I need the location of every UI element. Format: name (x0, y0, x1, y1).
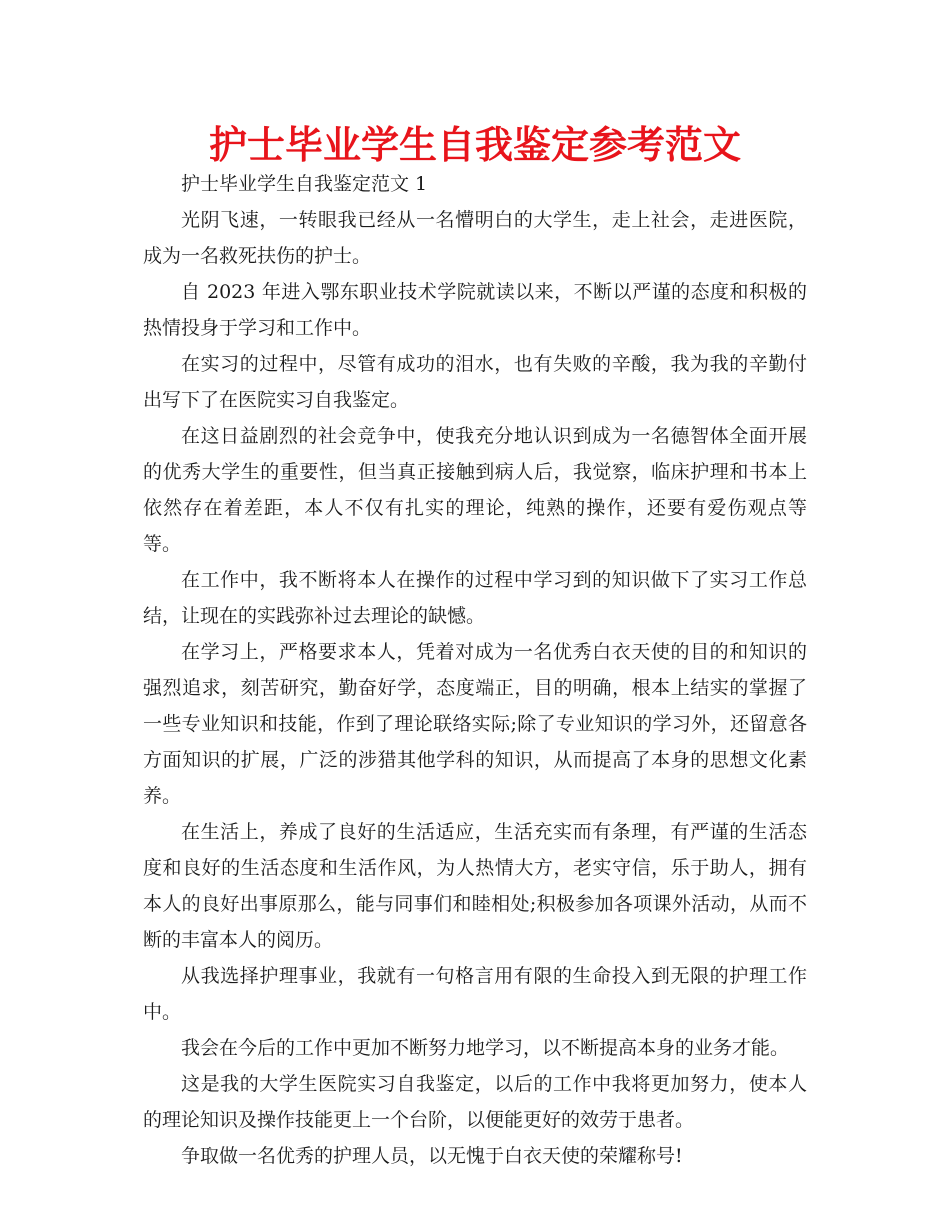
paragraph: 这是我的大学生医院实习自我鉴定，以后的工作中我将更加努力，使本人的理论知识及操作技能更上一个台阶，以便能更好的效劳于患者。 (143, 1073, 807, 1131)
document-body (143, 166, 807, 1174)
paragraph: 自 2023 年进入鄂东职业技术学院就读以来，不断以严谨的态度和积极的热情投身于学习和工作中。 (143, 281, 807, 339)
paragraph: 在生活上，养成了良好的生活适应，生活充实而有条理，有严谨的生活态度和良好的生活态度和生活作风，为人热情大方，老实守信，乐于助人，拥有本人的良好出事原那么，能与同事们和睦相处;积极参加各项课外活动，从而不断的丰富本人的阅历。 (143, 821, 807, 951)
paragraph: 在工作中，我不断将本人在操作的过程中学习到的知识做下了实习工作总结，让现在的实践弥补过去理论的缺憾。 (143, 569, 807, 627)
paragraph: 在这日益剧烈的社会竞争中，使我充分地认识到成为一名德智体全面开展的优秀大学生的重要性，但当真正接触到病人后，我觉察，临床护理和书本上依然存在着差距，本人不仅有扎实的理论，纯熟的操作，还要有爱伤观点等等。 (143, 425, 807, 555)
paragraph: 我会在今后的工作中更加不断努力地学习，以不断提高本身的业务才能。 (181, 1037, 790, 1059)
paragraph: 争取做一名优秀的护理人员，以无愧于白衣天使的荣耀称号! (181, 1145, 683, 1167)
paragraph: 在实习的过程中，尽管有成功的泪水，也有失败的辛酸，我为我的辛勤付出写下了在医院实习自我鉴定。 (143, 353, 807, 411)
paragraph: 从我选择护理事业，我就有一句格言用有限的生命投入到无限的护理工作中。 (143, 965, 807, 1023)
document-title: 护士毕业学生自我鉴定参考范文 (208, 123, 741, 167)
paragraph: 在学习上，严格要求本人，凭着对成为一名优秀白衣天使的目的和知识的强烈追求，刻苦研究，勤奋好学，态度端正，目的明确，根本上结实的掌握了一些专业知识和技能，作到了理论联络实际;除了专业知识的学习外，还留意各方面知识的扩展，广泛的涉猎其他学科的知识，从而提高了本身的思想文化素养。 (143, 641, 807, 807)
paragraph-subtitle: 护士毕业学生自我鉴定范文 1 (181, 173, 428, 195)
paragraph: 光阴飞速，一转眼我已经从一名懵明白的大学生，走上社会，走进医院，成为一名救死扶伤的护士。 (143, 209, 807, 267)
